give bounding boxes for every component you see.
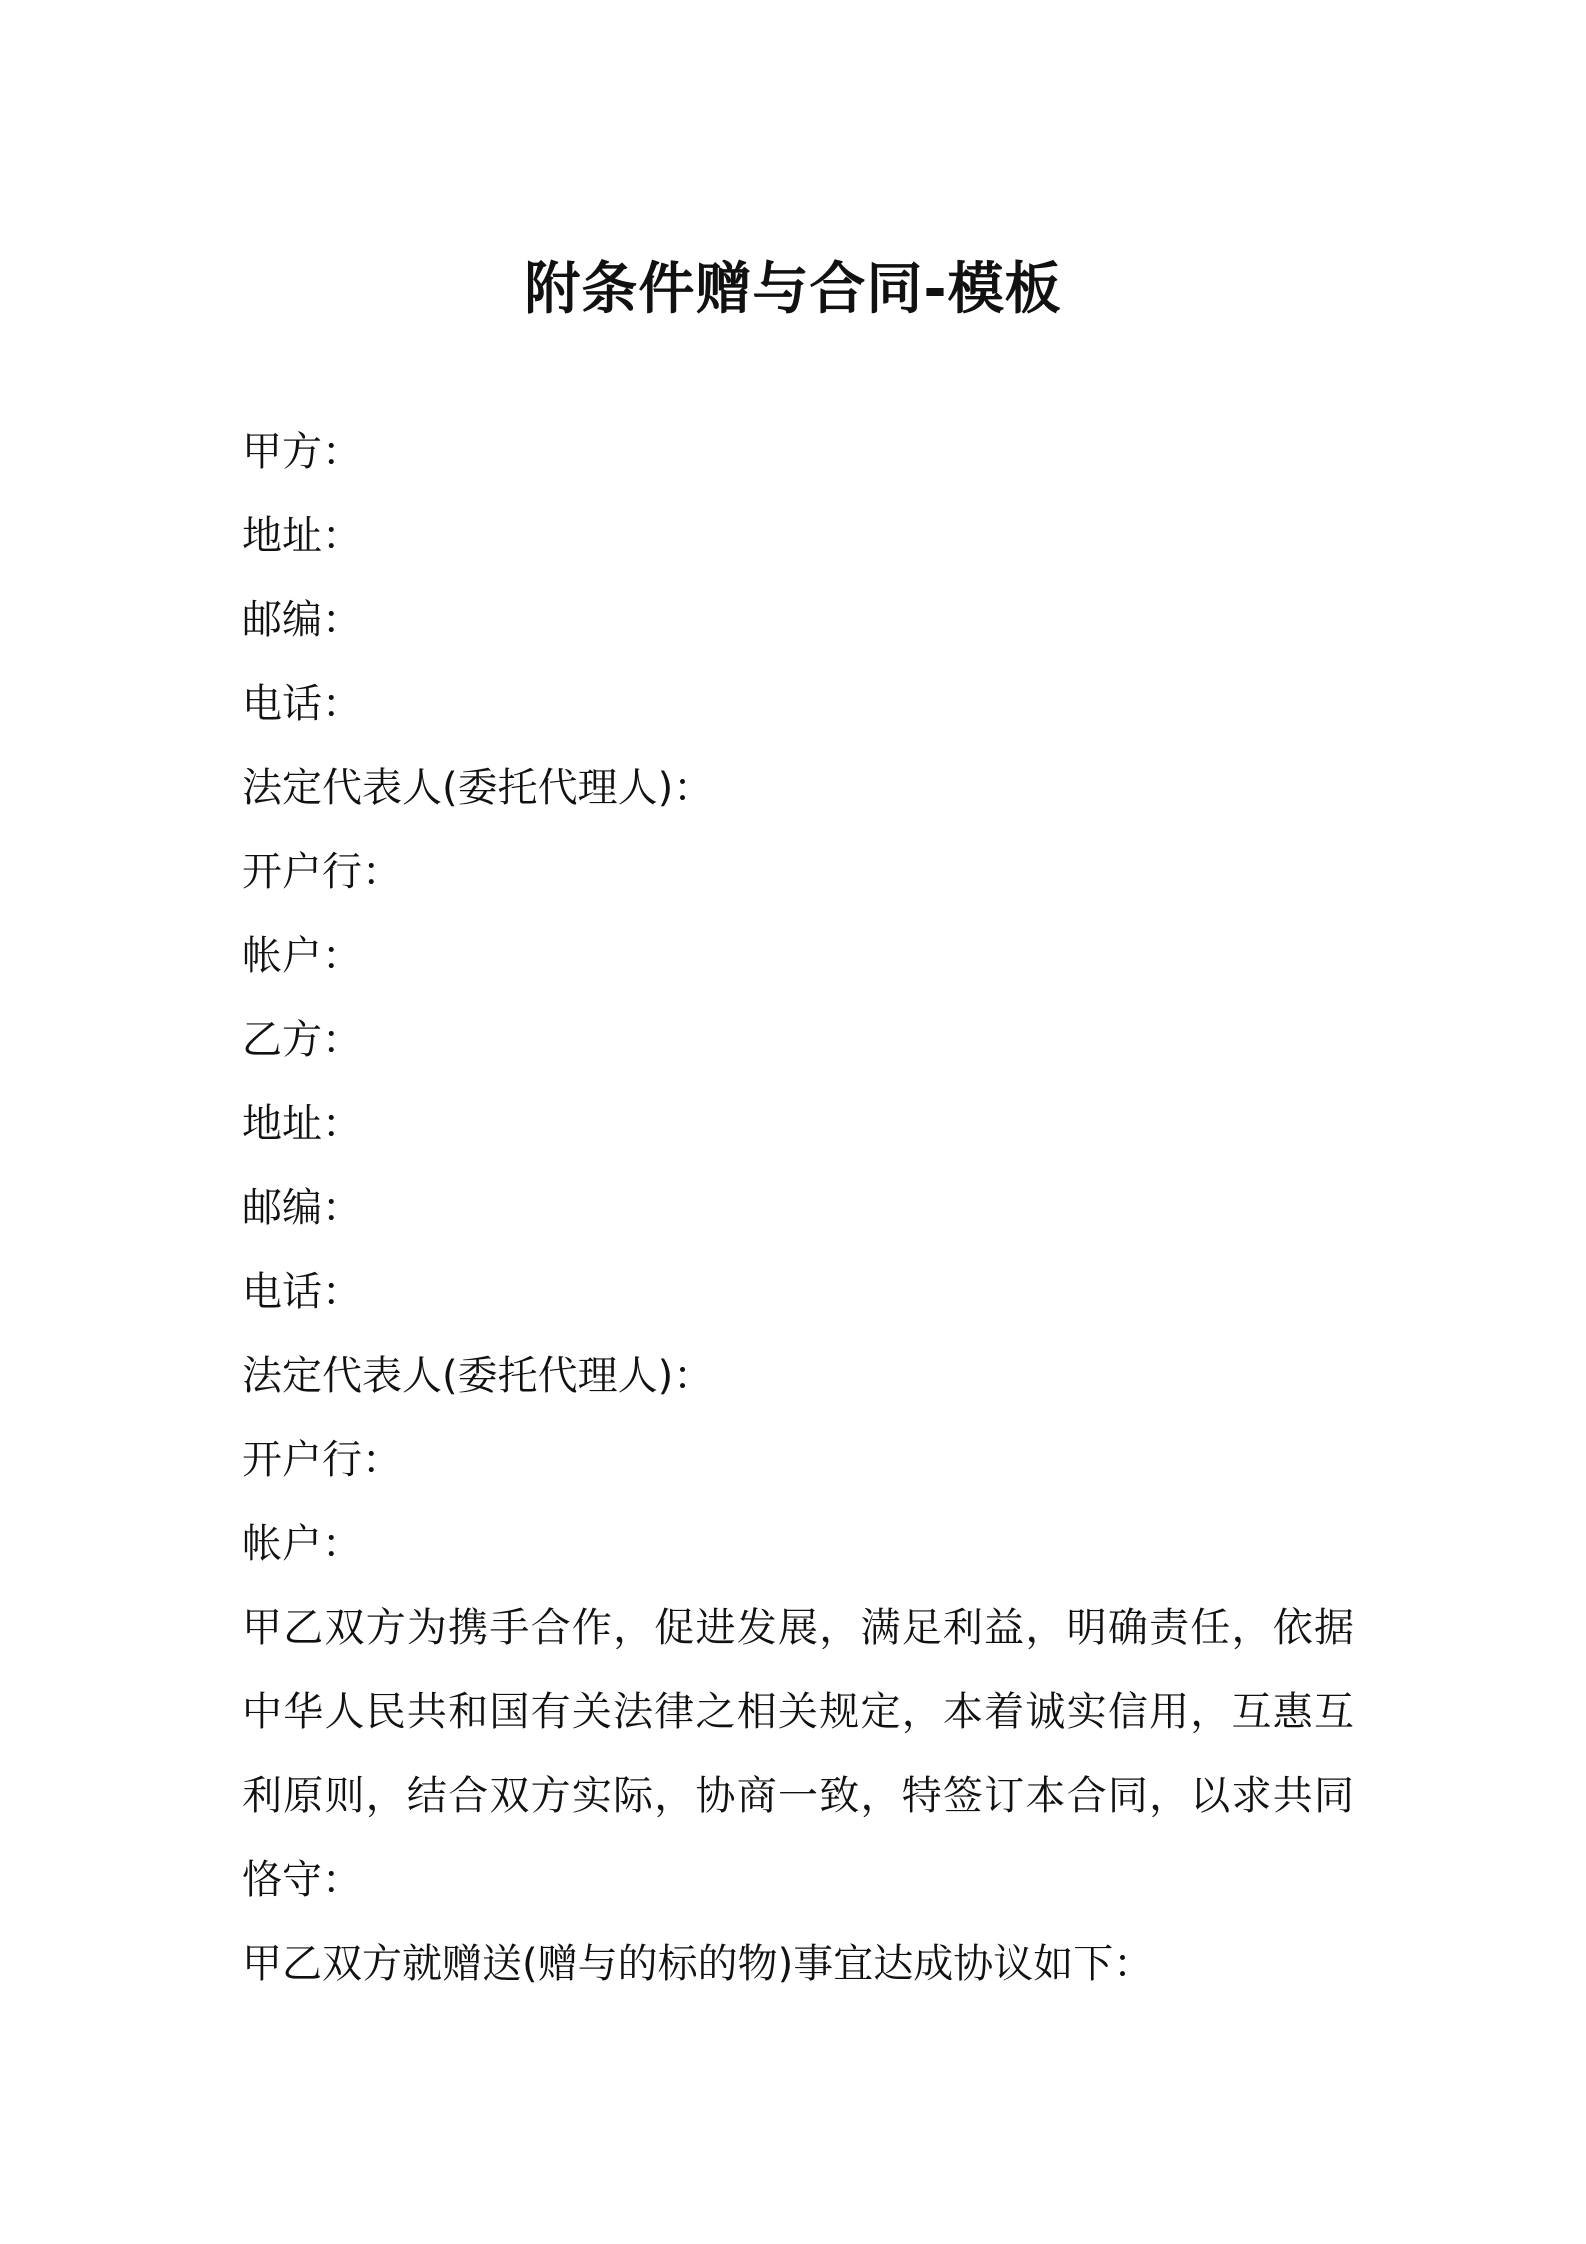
party-b-bank-label: 开户行： [242,1437,402,1483]
party-a-bank-label: 开户行： [242,849,402,895]
party-b-phone-label: 电话： [242,1269,362,1315]
document-title: 附条件赠与合同-模板 [524,257,1062,322]
document-body [242,410,1354,2006]
party-a-block [242,410,1354,998]
party-b-account-label: 帐户： [242,1521,362,1567]
party-b-label: 乙方： [242,1017,362,1063]
party-b-address-label: 地址： [242,1101,362,1147]
party-a-representative-label: 法定代表人(委托代理人)： [242,765,714,811]
party-a-address-label: 地址： [242,513,362,559]
party-b-postcode-label: 邮编： [242,1185,362,1231]
party-a-account-label: 帐户： [242,933,362,979]
preamble-paragraph: 甲乙双方为携手合作，促进发展，满足利益，明确责任，依据中华人民共和国有关法律之相关规定，本着诚实信用，互惠互利原则，结合双方实际，协商一致，特签订本合同，以求共同恪守： [242,1605,1354,1903]
party-b-representative-label: 法定代表人(委托代理人)： [242,1353,714,1399]
agreement-intro-paragraph: 甲乙双方就赠送(赠与的标的物)事宜达成协议如下： [242,1941,1154,1987]
party-b-block [242,998,1354,1586]
party-a-phone-label: 电话： [242,681,362,727]
party-a-label: 甲方： [242,429,362,475]
party-a-postcode-label: 邮编： [242,597,362,643]
